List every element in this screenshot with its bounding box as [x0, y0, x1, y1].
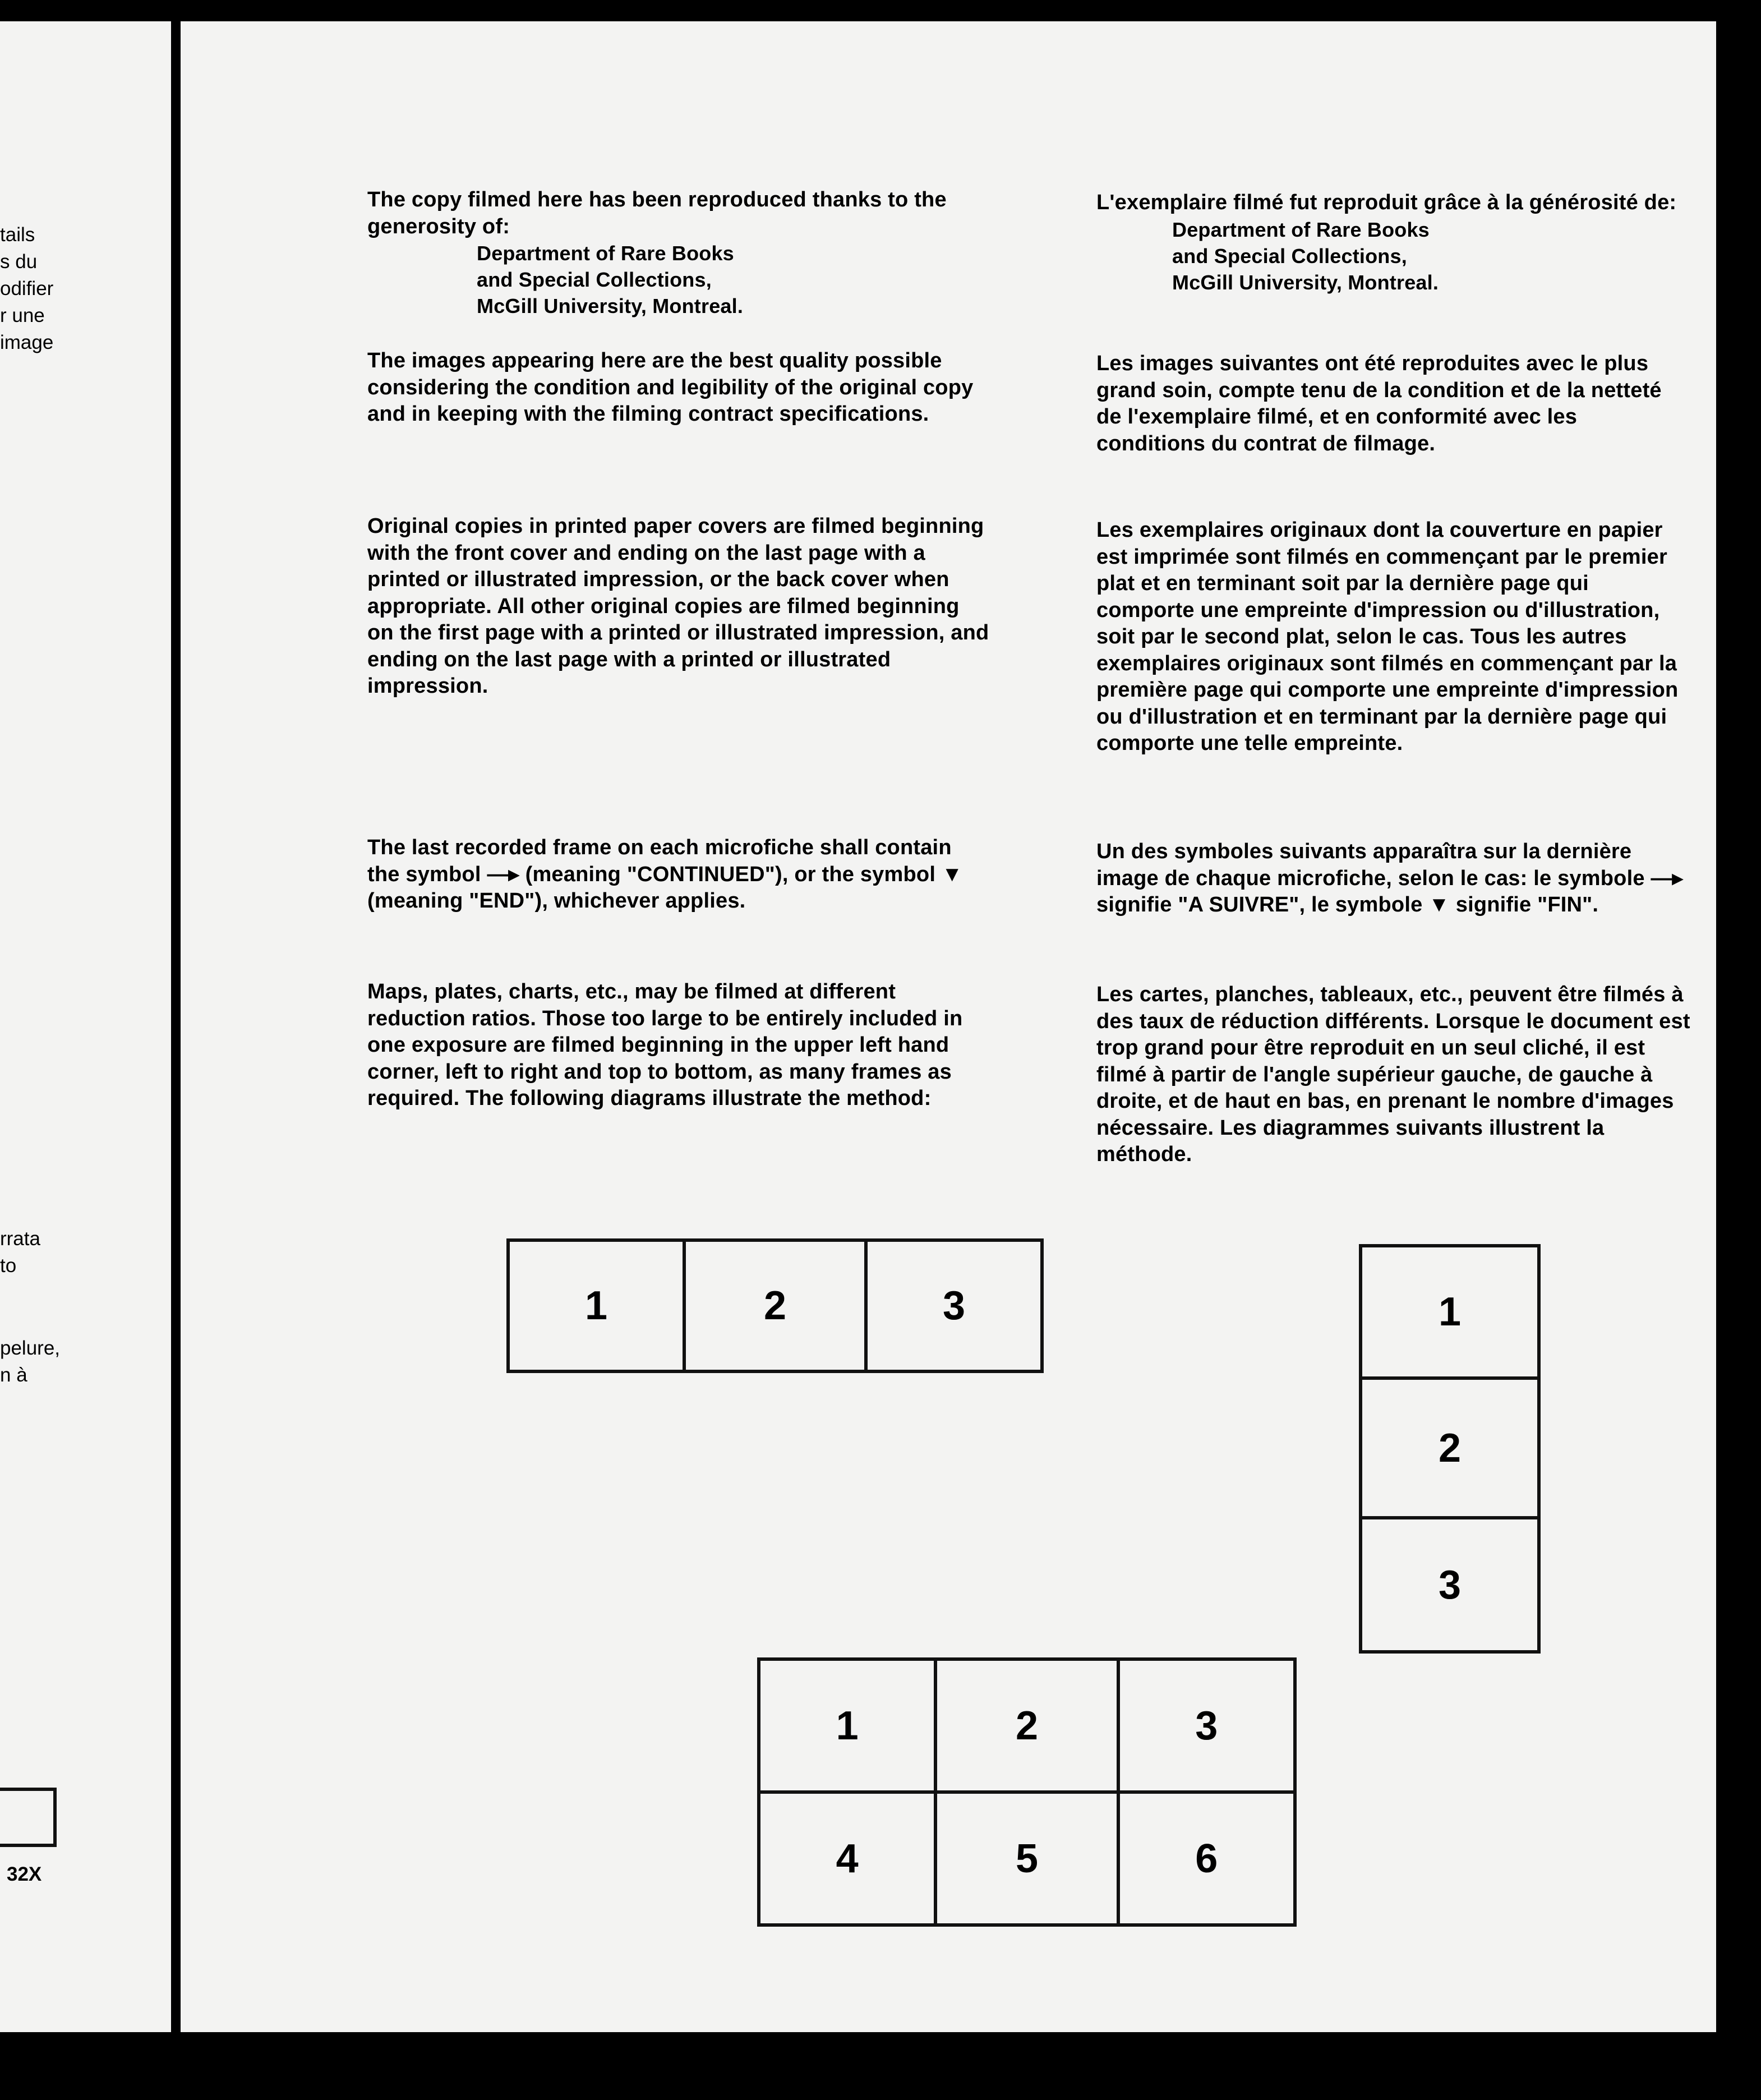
fragment-line: rrata	[0, 1228, 40, 1250]
fr-institution-line-3: McGill University, Montreal.	[1172, 270, 1439, 294]
diagram-grid-frame: 2	[935, 1659, 1118, 1792]
fragment-line: image	[0, 331, 54, 353]
diagram-row	[506, 1238, 1044, 1373]
diagram-grid-frame: 5	[935, 1792, 1118, 1925]
en-quality-paragraph: The images appearing here are the best quality possible considering the condition and legibility of the original copy and in keeping with the filming contract specifications.	[367, 349, 974, 426]
en-acknowledgement: The copy filmed here has been reproduced thanks to the generosity of:	[367, 188, 947, 238]
en-institution-line-3: McGill University, Montreal.	[477, 294, 744, 317]
diagram-column-frame: 1	[1361, 1246, 1539, 1378]
fragment-line: pelure,	[0, 1337, 61, 1359]
fr-acknowledgement: L'exemplaire filmé fut reproduit grâce à la générosité de:	[1096, 191, 1677, 214]
diagram-row-frame: 3	[866, 1240, 1042, 1371]
fr-quality-paragraph: Les images suivantes ont été reproduites avec le plus grand soin, compte tenu de la condition et de la netteté de l'exemplaire filmé, et en conformité avec les conditions du contrat de filmage.	[1096, 352, 1662, 455]
diagram-column	[1359, 1244, 1541, 1654]
diagram-grid-frame: 3	[1118, 1659, 1295, 1792]
en-maps-paragraph: Maps, plates, charts, etc., may be filmed at different reduction ratios. Those too large to be entirely included in one exposure are filmed beginning in the upper left hand corner, left to right and top to bottom, as many frames as required. The following diagrams illustrate the method:	[367, 980, 963, 1110]
fragment-line: r une	[0, 305, 45, 326]
diagram-column-frame: 2	[1361, 1378, 1539, 1518]
en-institution-line-1: Department of Rare Books	[477, 242, 734, 265]
fragment-line: tails	[0, 224, 35, 246]
fragment-text-mid	[0, 1226, 40, 1279]
fragment-line: odifier	[0, 278, 54, 300]
diagram-grid-frame: 4	[759, 1792, 935, 1925]
resolution-target-box	[0, 1788, 57, 1847]
diagram-row-frame: 2	[684, 1240, 866, 1371]
scale-label: 32X	[7, 1863, 42, 1885]
fragment-line: s du	[0, 251, 38, 273]
fragment-text-top	[0, 222, 53, 356]
en-institution-line-2: and Special Collections,	[477, 268, 712, 291]
fragment-line: n à	[0, 1364, 27, 1386]
fragment-text-low	[0, 1335, 60, 1389]
fr-originals-paragraph: Les exemplaires originaux dont la couverture en papier est imprimée sont filmés en commençant par le premier plat et en terminant soit par la dernière page qui comporte une empreinte d'impression ou d'illustration, soit par le second plat, selon le cas. Tous les autres exemplaires originaux sont filmés en commençant par la première page qui comporte une empreinte d'impression ou d'illustration et en terminant par la dernière page qui comporte une telle empreinte.	[1096, 518, 1679, 755]
fr-institution-line-2: and Special Collections,	[1172, 244, 1407, 268]
fr-maps-paragraph: Les cartes, planches, tableaux, etc., peuvent être filmés à des taux de réduction différents. Lorsque le document est trop grand pour être reproduit en un seul cliché, il est filmé à partir de l'angle supérieur gauche, de gauche à droite, et de haut en bas, en prenant le nombre d'images nécessaire. Les diagrammes suivants illustrent la méthode.	[1096, 983, 1690, 1166]
diagram-grid	[757, 1657, 1297, 1927]
fragment-line: to	[0, 1255, 17, 1277]
en-originals-paragraph: Original copies in printed paper covers are filmed beginning with the front cover and ending on the last page with a printed or illustrated impression, or the back cover when appropriate. All other original copies are filmed beginning on the first page with a printed or illustrated impression, and ending on the last page with a printed or illustrated impression.	[367, 514, 989, 698]
diagram-column-frame: 3	[1361, 1518, 1539, 1652]
diagram-row-frame: 1	[508, 1240, 684, 1371]
en-symbols-paragraph: The last recorded frame on each microfiche shall contain the symbol —▸ (meaning "CONTINUED"), or the symbol ▼ (meaning "END"), whichever applies.	[367, 836, 963, 913]
diagram-grid-frame: 6	[1118, 1792, 1295, 1925]
fr-institution-line-1: Department of Rare Books	[1172, 218, 1430, 241]
english-column	[367, 187, 990, 319]
french-column	[1096, 190, 1691, 296]
diagram-grid-frame: 1	[759, 1659, 935, 1792]
fr-symbols-paragraph: Un des symboles suivants apparaîtra sur la dernière image de chaque microfiche, selon le cas: le symbole —▸ signifie "A SUIVRE", le symbole ▼ signifie "FIN".	[1096, 840, 1683, 917]
